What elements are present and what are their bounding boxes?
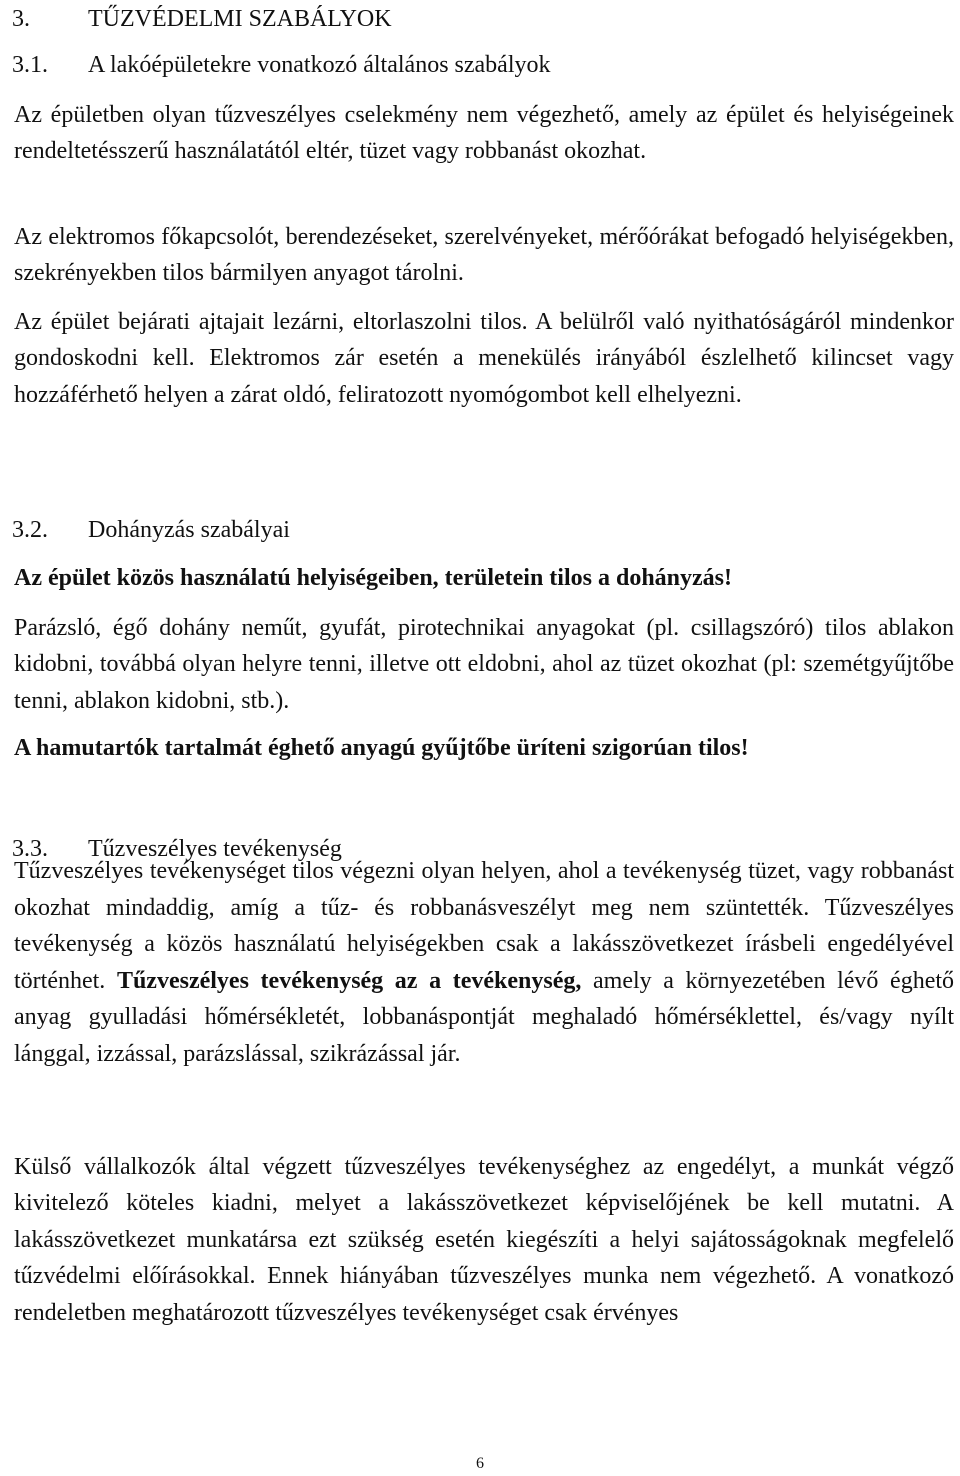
section-number: 3.: [12, 6, 30, 32]
page-number: 6: [476, 1455, 484, 1472]
subsection-heading-3-2: [12, 513, 290, 547]
bold-paragraph: Az épület közös használatú helyiségeiben, területein tilos a dohányzás!: [14, 565, 732, 591]
paragraph-text: Tűzveszélyes tevékenységet tilos végezni olyan helyen, ahol a tevékenység tüzet, vagy robbanást okozhat mindaddig, amíg a tűz- és robbanásveszélyt meg nem szüntették. Tűzveszélyes tevékenység a közös használatú helyiségekben csak a lakásszövetkezet írásbeli engedélyével történhet.: [14, 858, 954, 994]
section-heading: [12, 2, 392, 36]
paragraph: Külső vállalkozók által végzett tűzveszélyes tevékenységhez az engedélyt, a munkát végző kivitelező köteles kiadni, melyet a lakásszövetkezet képviselőjének be kell mutatni. A lakásszövetkezet munkatársa ezt szükség esetén kiegészíti a helyi sajátosságoknak megfelelő tűzvédelmi előírásokkal. Ennek hiányában tűzveszélyes munka nem végezhető. A vonatkozó rendeletben meghatározott tűzveszélyes tevékenységet csak érvényes: [14, 1154, 954, 1326]
subsection-heading-3-1: [12, 48, 551, 82]
subsection-number: 3.1.: [12, 52, 48, 78]
subsection-number: 3.2.: [12, 517, 48, 543]
subsection-title: Tűzveszélyes tevékenység: [88, 836, 342, 862]
paragraph: Az elektromos főkapcsolót, berendezéseket, szerelvényeket, mérőórákat befogadó helyiségekben, szekrényekben tilos bármilyen anyagot tárolni.: [14, 224, 954, 287]
bold-paragraph: A hamutartók tartalmát éghető anyagú gyűjtőbe üríteni szigorúan tilos!: [14, 735, 749, 761]
subsection-title: A lakóépületekre vonatkozó általános szabályok: [88, 52, 551, 78]
paragraph: Az épület bejárati ajtajait lezárni, eltorlaszolni tilos. A belülről való nyithatóságáról mindenkor gondoskodni kell. Elektromos zár esetén a menekülés irányából észlelhető kilincset vagy hozzáférhető helyen a zárat oldó, feliratozott nyomógombot kell elhelyezni.: [14, 309, 954, 408]
paragraph: Parázsló, égő dohány neműt, gyufát, pirotechnikai anyagokat (pl. csillagszóró) tilos ablakon kidobni, továbbá olyan helyre tenni, illetve ott eldobni, ahol az tüzet okozhat (pl: szemétgyűjtőbe tenni, ablakon kidobni, stb.).: [14, 615, 954, 714]
bold-definition: Tűzveszélyes tevékenység az a tevékenység,: [116, 967, 582, 994]
paragraph-text: amely a környezetében lévő éghető anyag gyulladási hőmérsékletét, lobbanáspontját meghaladó hőmérséklettel, és/vagy nyílt lánggal, izzással, parázslással, szikrázással jár.: [14, 967, 955, 1067]
section-title: TŰZVÉDELMI SZABÁLYOK: [88, 6, 392, 32]
paragraph: [14, 853, 954, 1073]
paragraph: Az épületben olyan tűzveszélyes cselekmény nem végezhető, amely az épület és helyiségeinek rendeltetésszerű használatától eltér, tüzet vagy robbanást okozhat.: [14, 102, 954, 165]
subsection-title: Dohányzás szabályai: [88, 517, 290, 543]
subsection-number: 3.3.: [12, 836, 48, 862]
